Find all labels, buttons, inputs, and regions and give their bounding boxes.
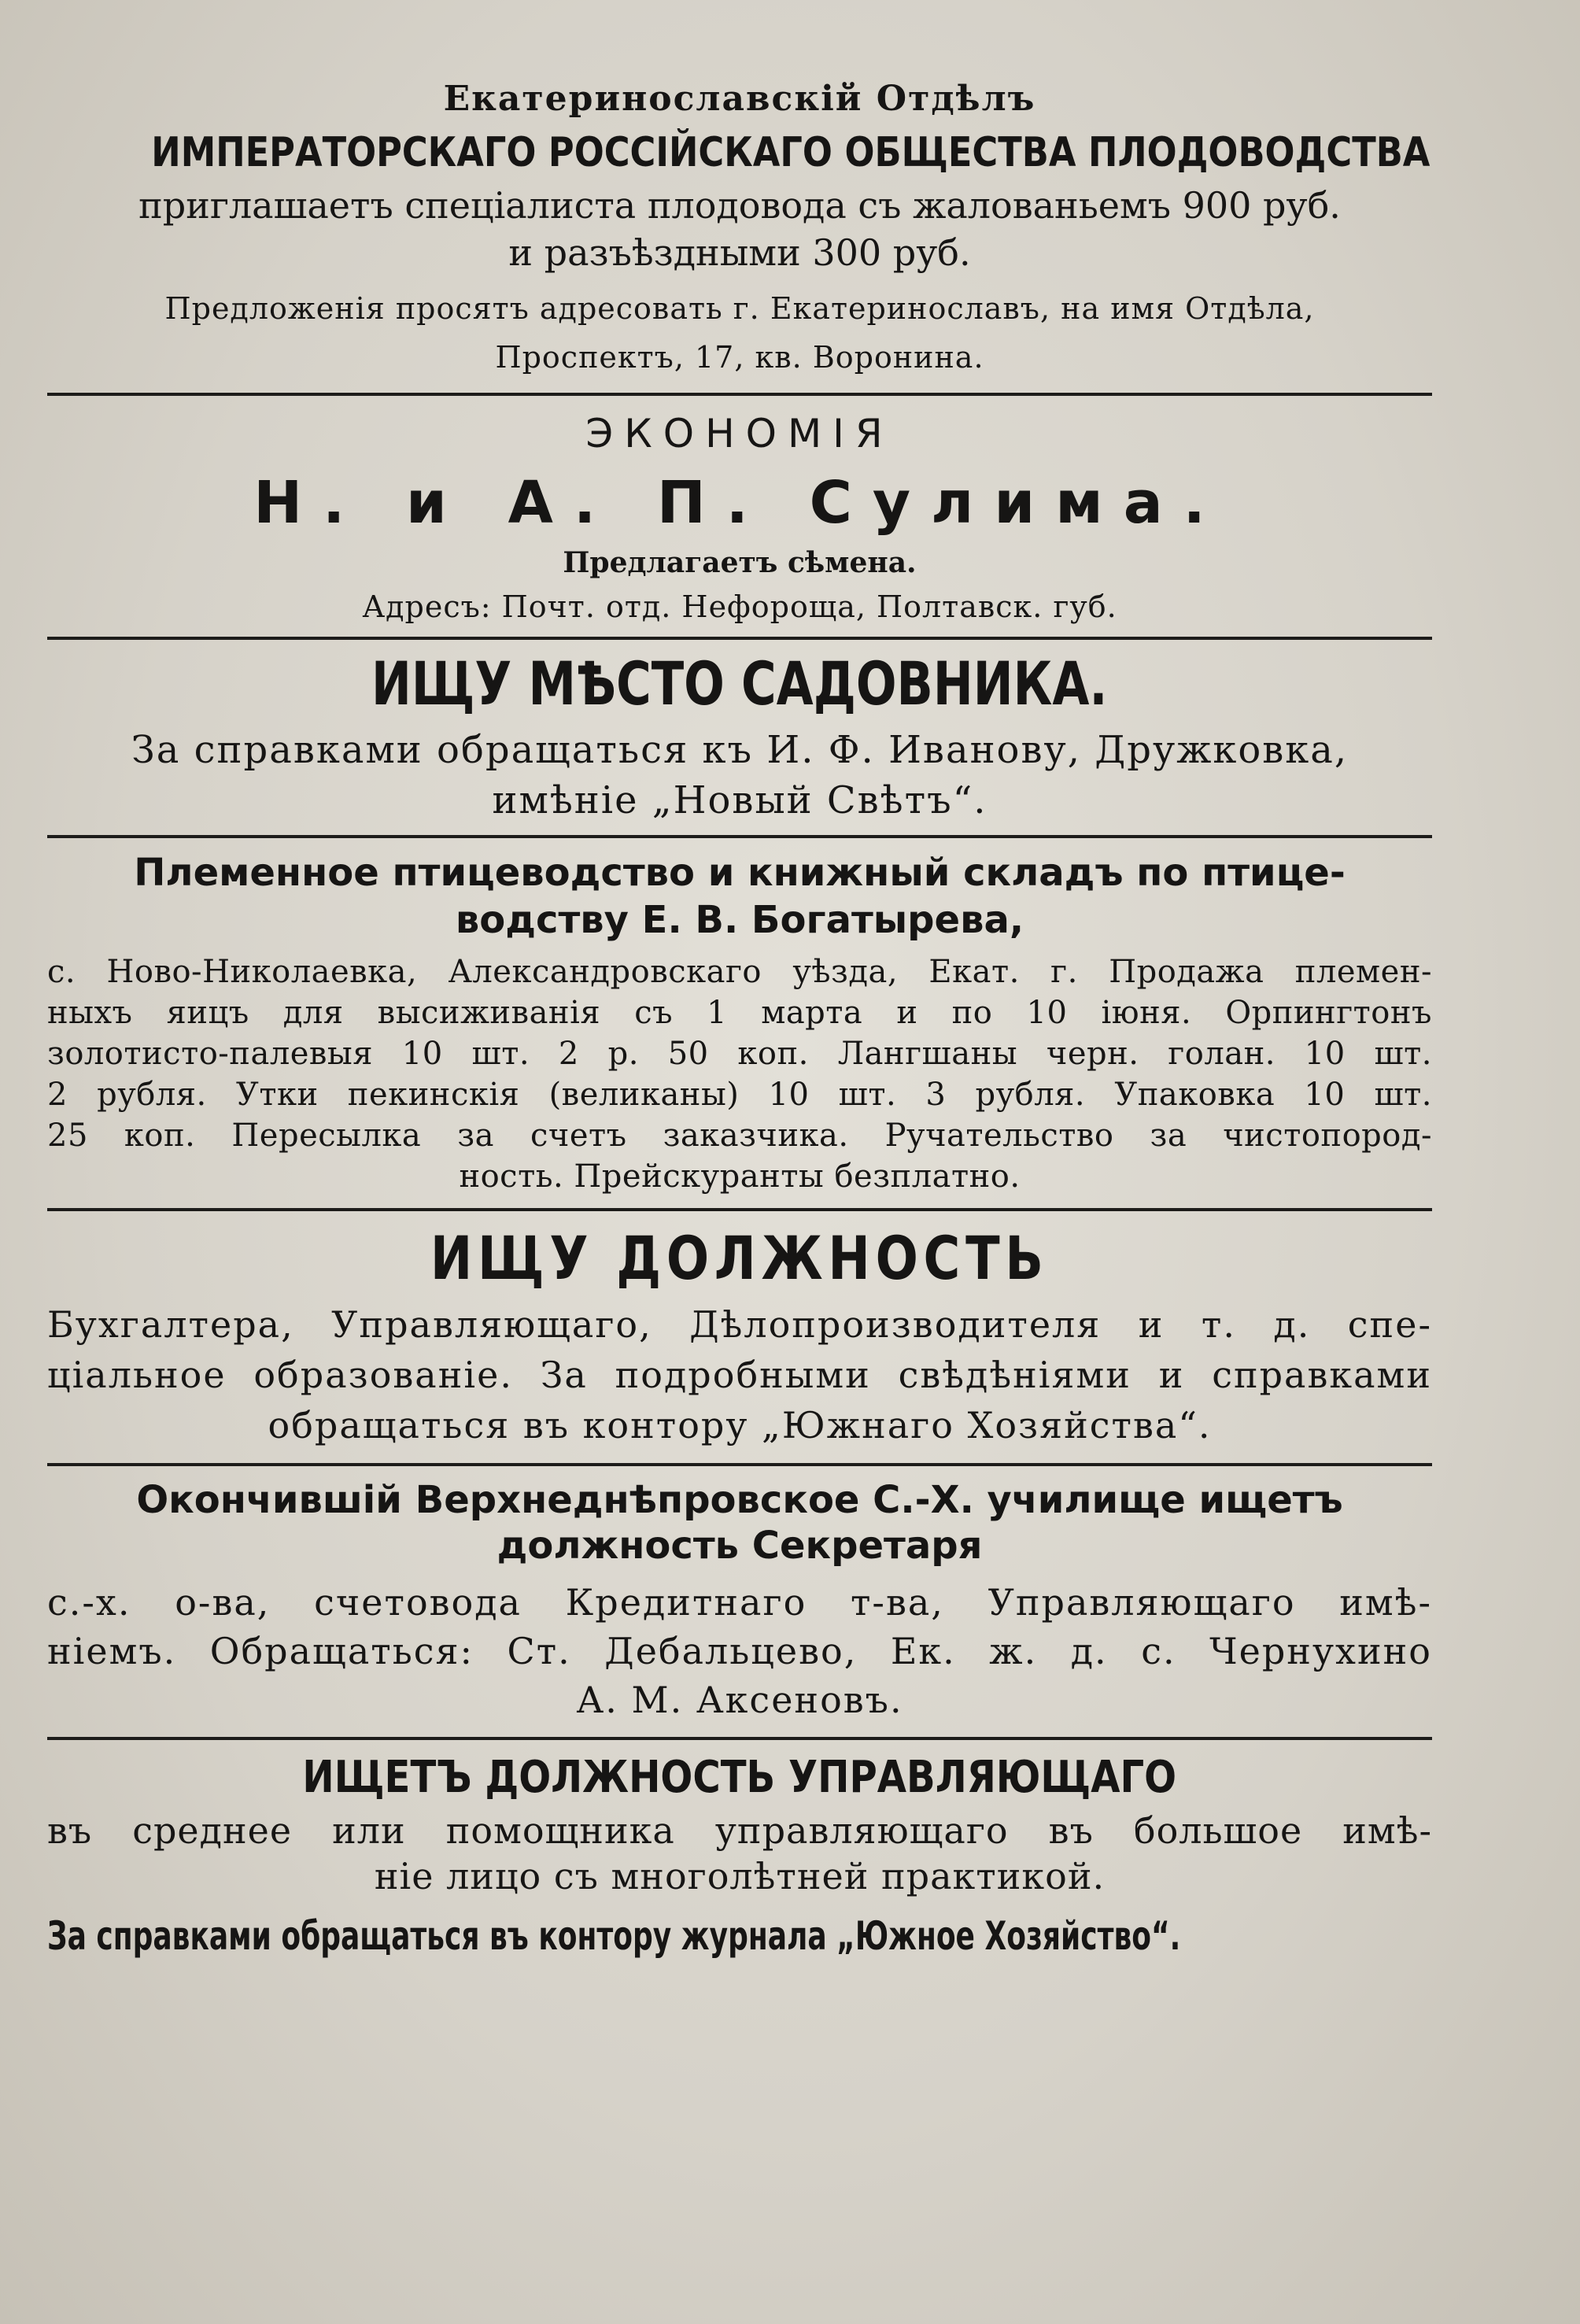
ad4-body-line5: 25 коп. Пересылка за счетъ заказчика. Ручательство за чистопород-	[47, 1118, 1432, 1154]
ad7-footer: За справками обращаться въ контору журнала „Южное Хозяйство“.	[47, 1913, 1181, 1959]
ad4-body-line2: ныхъ яицъ для высиживанія съ 1 марта и по 10 іюня. Орпингтонъ	[47, 995, 1432, 1031]
ad5-title: ИЩУ ДОЛЖНОСТЬ	[430, 1223, 1049, 1293]
ad-gardener-wanted	[47, 643, 1432, 826]
ad3-title: ИЩУ МѢСТО САДОВНИКА.	[371, 648, 1108, 719]
ad4-body-line6: ность. Прейскуранты безплатно.	[459, 1158, 1021, 1195]
ad5-body-line2: ціальное образованіе. За подробными свѣдѣніями и справками	[47, 1354, 1432, 1396]
ad4-body-line4: 2 рубля. Утки пекинскія (великаны) 10 шт. 3 рубля. Упаковка 10 шт.	[47, 1077, 1432, 1113]
ad6-body-line1: с.-х. о-ва, счетовода Кредитнаго т-ва, Управляющаго имѣ-	[47, 1581, 1432, 1624]
ad3-line2: имѣніе „Новый Свѣтъ“.	[492, 778, 988, 822]
ad7-body-line2: ніе лицо съ многолѣтней практикой.	[374, 1855, 1106, 1897]
advertisement-column	[47, 75, 1432, 1965]
divider-5	[47, 1463, 1432, 1466]
ad6-body-line2: ніемъ. Обращаться: Ст. Дебальцево, Ек. ж. д. с. Чернухино	[47, 1630, 1432, 1672]
ad5-body-line3: обращаться въ контору „Южнаго Хозяйства“.	[268, 1404, 1212, 1446]
ad4-title-line2: водству Е. В. Богатырева,	[455, 898, 1024, 942]
divider-6	[47, 1737, 1432, 1740]
ad6-body-line3: А. М. Аксеновъ.	[576, 1679, 903, 1721]
ad1-address-line1: Предложенія просятъ адресовать г. Екатеринославъ, на имя Отдѣла,	[164, 291, 1315, 326]
ad1-offer-line: приглашаетъ спеціалиста плодовода съ жалованьемъ 900 руб.	[138, 184, 1341, 227]
ad1-line1: Екатеринославскій Отдѣлъ	[443, 79, 1036, 119]
ad6-title-line1: Окончившій Верхнеднѣпровское С.-Х. училище ищетъ	[136, 1478, 1343, 1522]
ad2-title: ЭКОНОМІЯ	[585, 411, 894, 456]
ad-position-wanted	[47, 1217, 1432, 1450]
divider-3	[47, 835, 1432, 838]
ad-manager-position	[47, 1748, 1432, 1965]
ad-poultry-breeding	[47, 849, 1432, 1197]
ad2-offer: Предлагаетъ сѣмена.	[563, 546, 917, 579]
ad4-body-line3: золотисто-палевыя 10 шт. 2 р. 50 коп. Лангшаны черн. голан. 10 шт.	[47, 1036, 1432, 1072]
ad7-title: ИЩЕТЪ ДОЛЖНОСТЬ УПРАВЛЯЮЩАГО	[302, 1752, 1177, 1803]
divider-1	[47, 393, 1432, 396]
ad4-title-line1: Племенное птицеводство и книжный складъ по птице-	[134, 851, 1346, 895]
divider-4	[47, 1208, 1432, 1211]
ad6-title-line2: должность Секретаря	[497, 1524, 983, 1568]
ad-fruit-growing-society	[47, 75, 1432, 382]
ad1-society-name: ИМПЕРАТОРСКАГО РОССІЙСКАГО ОБЩЕСТВА ПЛОДОВОДСТВА	[151, 129, 1430, 176]
ad2-address: Адресъ: Почт. отд. Нефороща, Полтавск. губ.	[362, 589, 1117, 624]
ad1-address-line2: Проспектъ, 17, кв. Воронина.	[495, 340, 984, 375]
ad5-body-line1: Бухгалтера, Управляющаго, Дѣлопроизводителя и т. д. спе-	[47, 1303, 1432, 1346]
ad1-travel-line: и разъѣздными 300 руб.	[508, 231, 971, 274]
ad3-line1: За справками обращаться къ И. Ф. Иванову, Дружковка,	[131, 728, 1349, 772]
divider-2	[47, 637, 1432, 640]
ad7-body-line1: въ среднее или помощника управляющаго въ большое имѣ-	[47, 1809, 1432, 1852]
ad2-name: Н. и А. П. Сулима.	[253, 469, 1226, 537]
ad4-body-line1: с. Ново-Николаевка, Александровскаго уѣзда, Екат. г. Продажа племен-	[47, 954, 1432, 990]
ad-secretary-position	[47, 1477, 1432, 1724]
ad-sulima-estate	[47, 402, 1432, 629]
